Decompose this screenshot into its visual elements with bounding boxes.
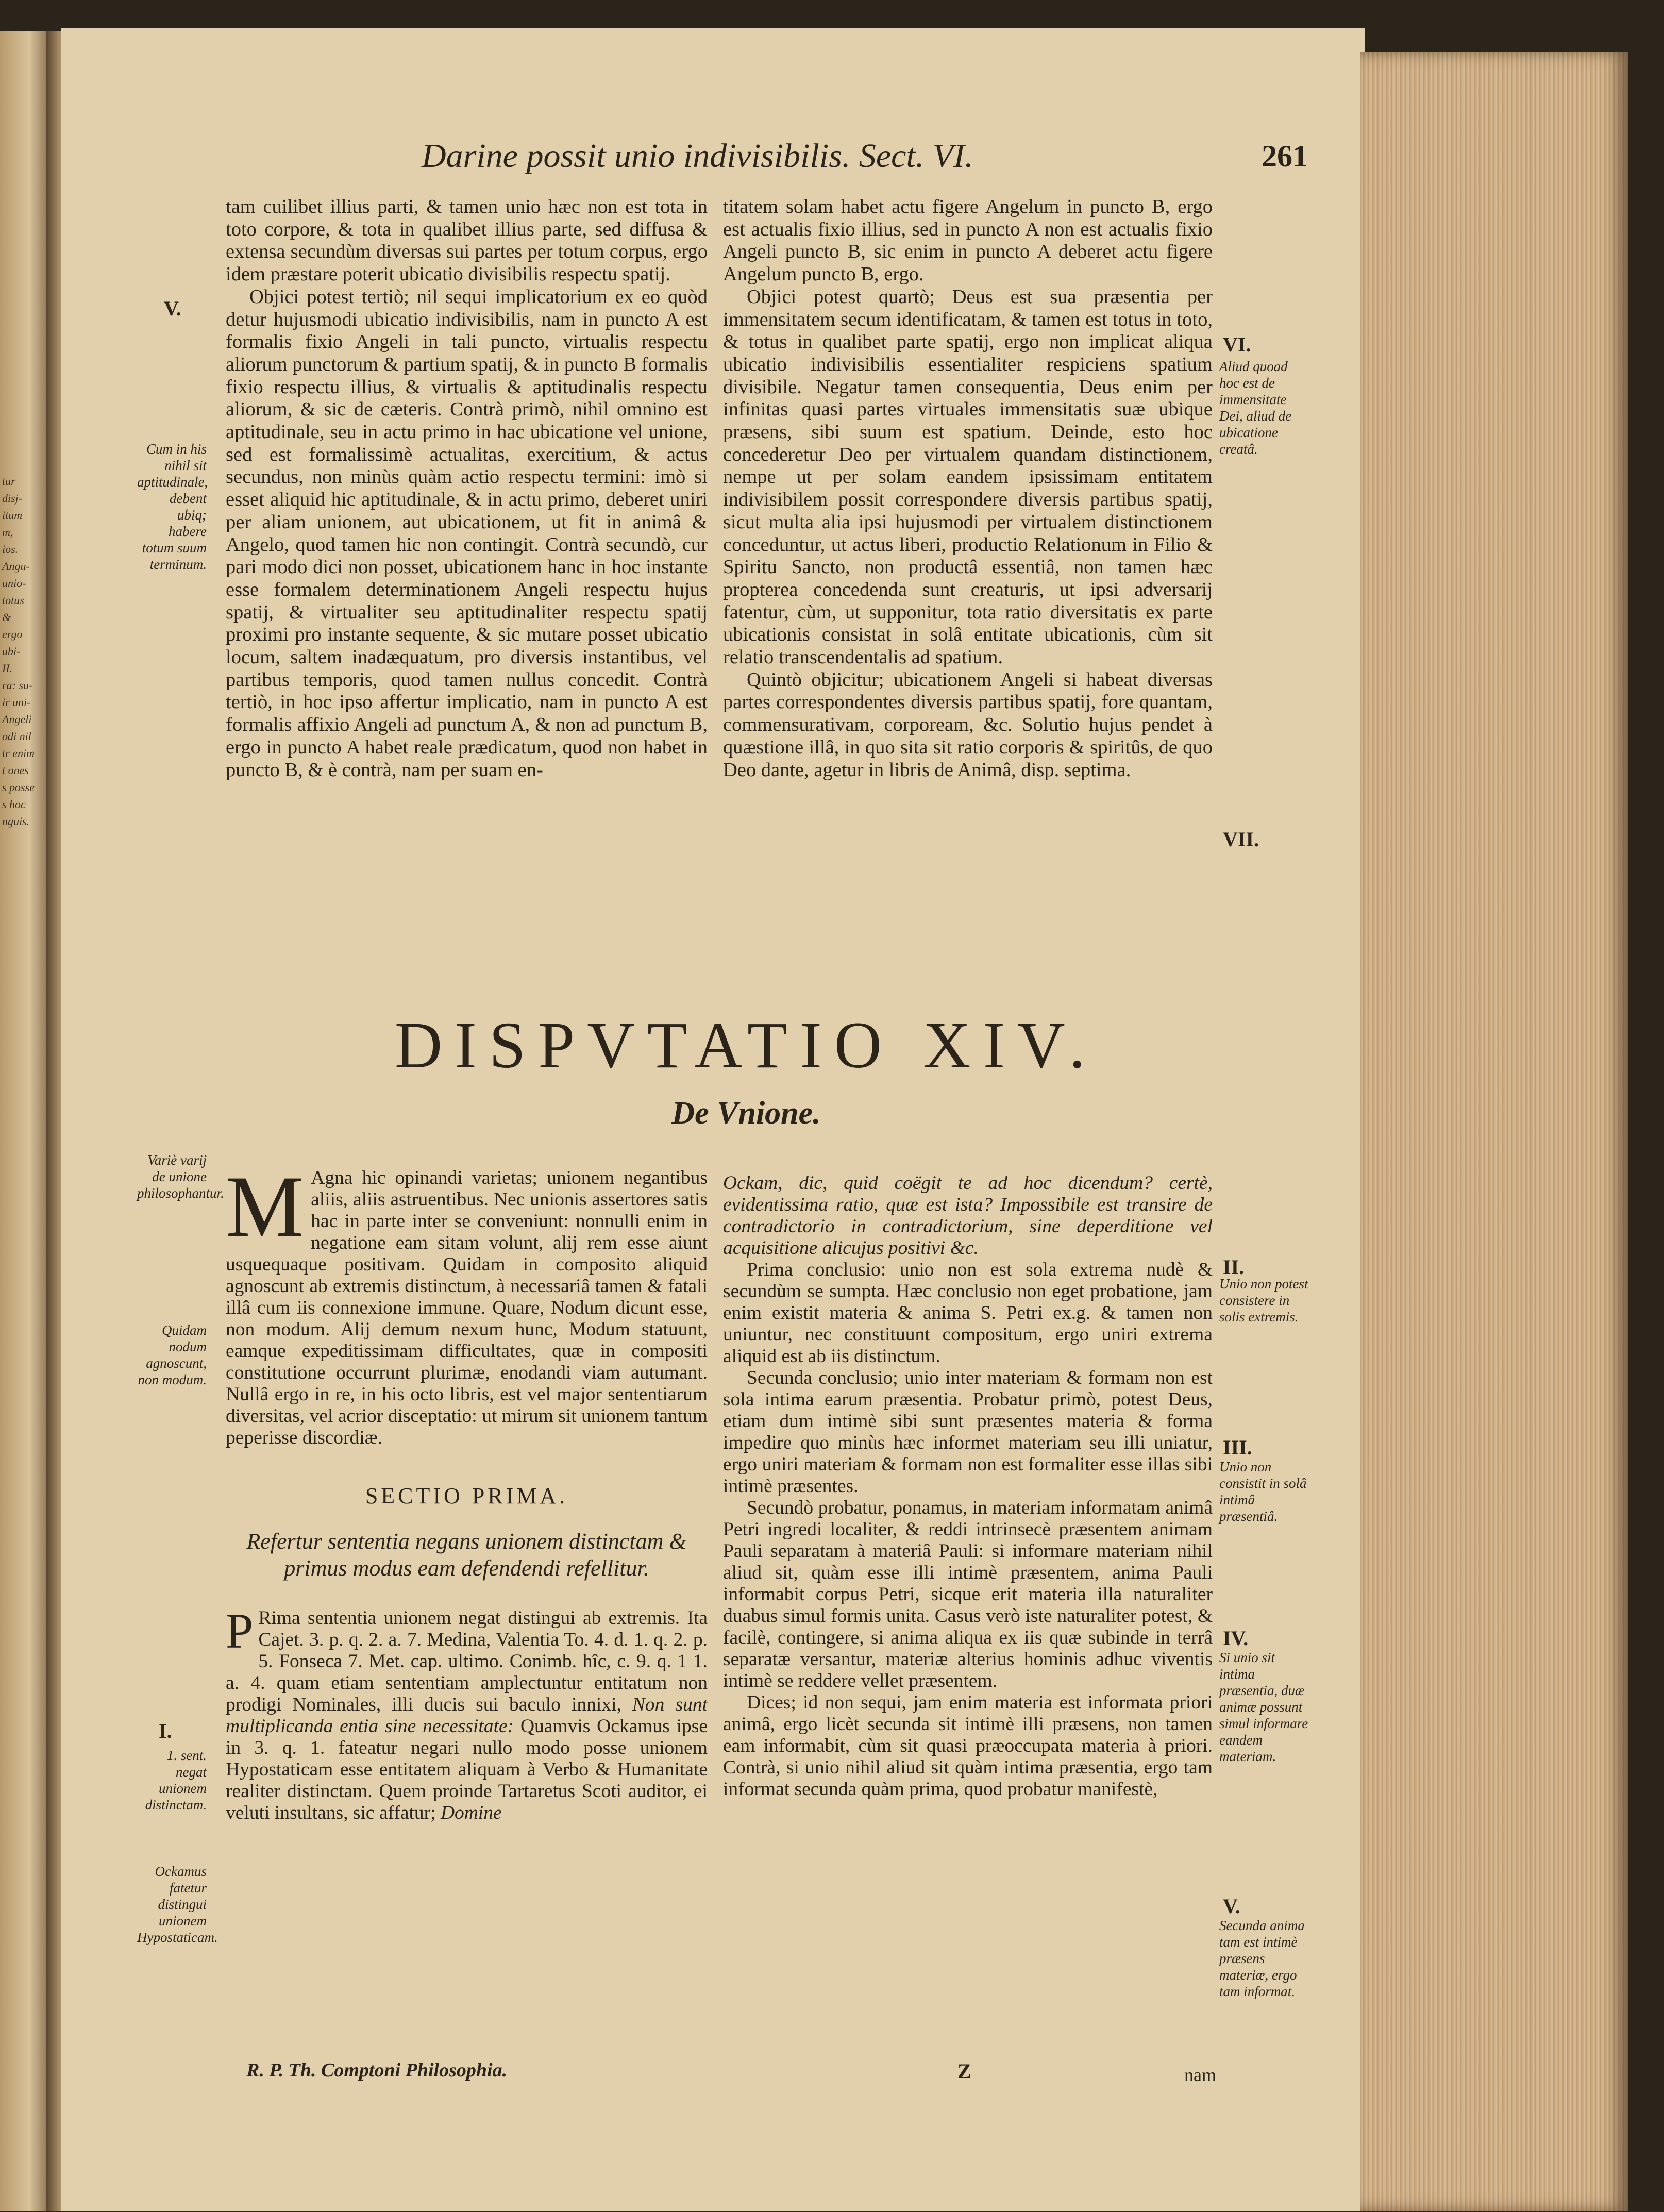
margin-number: VI. xyxy=(1223,333,1251,356)
facing-page-fragment: odi nil xyxy=(2,730,31,743)
margin-note: Secunda anima tam est intimè præsens materiæ, ergo tam informat. xyxy=(1219,1918,1305,1999)
margin-number: V. xyxy=(1223,1895,1240,1918)
text-block-edge xyxy=(1360,52,1628,2211)
margin-note: Unio non potest consistere in solis extremis. xyxy=(1219,1276,1308,1325)
facing-page-fragment: s posse xyxy=(2,781,35,794)
paragraph: Dices; id non sequi, jam enim materia est informata priori animâ, ergo licèt secunda sit intimè illi præsens, non tamen eam informabit, cùm sit quasi præoccupata materia à priori. Contrà, si unio nihil aliud sit quàm intima præsentia, ergo tam informat secunda quàm prima, quod probatur manifestè, xyxy=(723,1692,1213,1800)
facing-page-fragment: ergo xyxy=(2,628,23,641)
margin-note: Si unio sit intima præsentia, duæ animæ possunt simul informare eandem materiam. xyxy=(1219,1650,1308,1764)
book-gutter xyxy=(46,31,62,2211)
facing-page-fragment: Angeli xyxy=(2,713,32,726)
paragraph: Quintò objicitur; ubicationem Angeli si habeat diversas partes correspondentes diversis partibus spatij, fore quantam, commensurativam, corpoream, &c. Solutio hujus pendet à quæstione illâ, in quo sita sit ratio corporis & spiritûs, de quo Deo dante, agetur in libris de Animâ, disp. septima. xyxy=(723,668,1213,781)
drop-cap: M xyxy=(226,1158,304,1255)
facing-page-fragment: Angu- xyxy=(2,560,30,573)
paragraph: Secundò probatur, ponamus, in materiam informatam animâ Petri ingredi localiter, & reddi intrinsecè præsentem animam Pauli separatam à materiâ Pauli: si informare materiam nihil aliud sit, quàm esse illi intimè præsentem, anima Pauli informabit corpus Petri, sicque erit materia illa naturaliter duabus simul formis unita. Casus verò iste naturaliter potest, & facilè, contingere, si anima aliqua ex iis quæ subinde in terrâ separatæ versantur, materiæ alterius hominis adhuc viventis intimè se reddere vellet præsentem. xyxy=(723,1497,1213,1691)
facing-page-fragment: ubi- xyxy=(2,645,21,658)
margin-note: Variè varij de unione philosophantur. xyxy=(137,1152,224,1201)
top-right-column xyxy=(723,196,1213,781)
section-title: SECTIO PRIMA. xyxy=(365,1483,568,1509)
paragraph: Objici potest tertiò; nil sequi implicatorium ex eo quòd detur hujusmodi ubicatio indivisibilis, nam in puncto A est formalis fixio Angeli in tali puncto, virtualis respectu aliorum punctorum & partium spatij, & in puncto B formalis fixio respectu illius, & virtualis & aptitudinalis respectu aliorum, & sic de cæteris. Contrà primò, nihil omnino est aptitudinale, seu in actu primo in hac ubicatione vel unione, sed est formalissimè actualitas, exercitium, & actus secundus, non minùs quàm actio respectu termini: imò si esset aliquid hic aptitudinale, & in actu primo, deberet uniri per aliam unionem, aut ubicationem, ut fit in animâ & Angelo, quod tamen hic non contingit. Contrà secundò, cur pari modo dici non posset, ubicationem hanc in hoc instante esse formalem determinationem Angeli respectu hujus spatij, & virtualiter seu aptitudinaliter respectu spatij proximi pro instante sequente, & sic mutare posset ubicatio locum, saltem inadæquatum, pro diversis instantibus, vel partibus temporis, quod tamen nullus concedit. Contrà tertiò, in hoc ipso affertur implicatio, nam in puncto A est formalis affixio Angeli ad punctum A, & non ad punctum B, ergo in puncto A habet reale prædicatum, quod non habet in puncto B, & è contrà, nam per suam en- xyxy=(226,286,708,781)
facing-page-fragment: ios. xyxy=(2,543,19,556)
intro-paragraph xyxy=(226,1158,708,1449)
facing-page-fragment: II. xyxy=(2,662,13,675)
initial-letter: P xyxy=(226,1603,254,1658)
facing-page-margin-fragments xyxy=(2,474,47,831)
text-run-italic: Domine xyxy=(440,1802,502,1823)
facing-page-fragment: itum xyxy=(2,509,23,522)
top-left-column xyxy=(226,196,708,781)
facing-page-fragment: ra: su- xyxy=(2,679,33,692)
margin-number: III. xyxy=(1223,1436,1252,1459)
disputation-title: DISPVTATIO XIV. xyxy=(394,1009,1098,1082)
facing-page-edge xyxy=(0,31,49,2211)
section-subtitle: Refertur sententia negans unionem distinctam & primus modus eam defendendi refellitur. xyxy=(246,1528,687,1581)
margin-note: Quidam nodum agnoscunt, non modum. xyxy=(138,1322,207,1387)
signature-line: R. P. Th. Comptoni Philosophia. xyxy=(246,2059,508,2081)
intro-text: Agna hic opinandi varietas; unionem negantibus aliis, aliis astruentibus. Nec unionis assertores satis hac in parte inter se conveniunt: nonnulli enim in negatione eam sitam volunt, alij rem esse aiunt usquequaque positivam. Quidam in composito aliquid agnoscunt ab extremis distinctum, à necessariâ tamen & fatali illâ cum iis connexione immune. Quare, Nodum dicunt esse, non modum. Alij demum nexum hunc, Modum statuunt, eamque expeditissimam difficultates, quæ in compositi constitutione occurrunt plurimæ, enodandi viam autumant. Nullâ ergo in re, in his octo libris, est vel major sententiarum diversitas, vel acrior disceptatio: ut mirum sit unionem tantum peperisse discordiæ. xyxy=(226,1167,708,1448)
facing-page-fragment: & xyxy=(2,611,11,624)
bottom-left-column xyxy=(226,1158,708,1824)
margin-number: IV. xyxy=(1223,1627,1249,1650)
facing-page-fragment: disj- xyxy=(2,492,23,505)
page-number: 261 xyxy=(1262,139,1308,173)
facing-page-fragment: t ones xyxy=(2,764,29,777)
disputation-subtitle: De Vnione. xyxy=(671,1096,821,1131)
margin-number: V. xyxy=(164,297,181,320)
paragraph: titatem solam habet actu figere Angelum in puncto B, ergo est actualis fixio illius, sed in puncto A non est actualis fixio Angeli puncto B, sic enim in puncto A deberet actu figere Angelum puncto B, ergo. xyxy=(723,196,1213,286)
margin-note: Ockamus fatetur distingui unionem Hypostaticam. xyxy=(137,1864,218,1945)
margin-number: II. xyxy=(1223,1255,1245,1279)
paragraph xyxy=(226,1603,708,1824)
facing-page-fragment: ir uni- xyxy=(2,696,31,709)
text-run: Quamvis Ockamus ipse in 3. q. 1. fateatur negari nullo modo posse unionem Hypostaticam esse entitatem aliquam à Verbo & Humanitate realiter distinctam. Quem proinde Tartaretus Scoti auditor, ei veluti insultans, sic affatur; xyxy=(226,1715,708,1823)
running-head: Darine possit unio indivisibilis. Sect. VI. xyxy=(422,137,973,175)
signature-letter: Z xyxy=(957,2059,971,2083)
paragraph: Objici potest quartò; Deus est sua præsentia per immensitatem secum identificatam, & tamen est totus in toto, & totus in qualibet parte spatij, ergo non implicat aliqua ubicatio indivisibilis essentialiter respiciens spatium divisibile. Negatur tamen consequentia, Deus enim per infinitas quasi partes virtuales immensitatis suæ ubique præsens, sibi suum est spatium. Deinde, esto hoc concederetur Deo per virtualem quandam distinctionem, nempe ut per solam eandem ipsissimam entitatem indivisibilem possit correspondere diversis partibus spatij, sicut multa alia ipsi hujusmodi per virtualem distinctionem conceduntur, ut actus liberi, productio Relationum in Filio & Spiritu Sancto, non productâ essentiâ, non tamen hæc propterea concedenda sunt creaturis, ut ipsi adversarij fatentur, cùm, ut supponitur, tota ratio diversitatis ex parte ubicationis consistat in solâ entitate ubicationis, cùm sit relatio transcendentalis ad spatium. xyxy=(723,286,1213,668)
margin-note: Aliud quoad hoc est de immensitate Dei, aliud de ubicatione creatâ. xyxy=(1219,359,1292,457)
margin-note: Cum in his nihil sit aptitudinale, debent ubiq; habere totum suum terminum. xyxy=(137,441,208,572)
facing-page-fragment: s hoc xyxy=(2,798,26,811)
facing-page-fragment: tur xyxy=(2,475,15,488)
facing-page-fragment: unio- xyxy=(2,577,26,590)
facing-page-fragment: tr enim xyxy=(2,747,35,760)
paragraph: Secunda conclusio; unio inter materiam & formam non est sola intima earum præsentia. Probatur primò, potest Deus, etiam dum intimè sibi sunt præsentes materia & forma impedire quo minùs hæc informet materiam seu illi uniatur, ergo uniri materiam & formam non est formaliter esse illas sibi intimè præsentes. xyxy=(723,1367,1213,1497)
paragraph: Prima conclusio: unio non est sola extrema nudè & secundùm se sumpta. Hæc conclusio non eget probatione, jam enim existit materia & anima S. Petri ex.g. & tamen non uniuntur, nec constituunt compositum, ergo uniri extrema aliquid est ab iis distinctum. xyxy=(723,1259,1213,1367)
facing-page-fragment: m, xyxy=(2,526,13,539)
margin-note: 1. sent. negat unionem distinctam. xyxy=(145,1748,207,1813)
margin-note: Unio non consistit in solâ intimâ præsentiâ. xyxy=(1219,1459,1307,1524)
margin-number: VII. xyxy=(1223,828,1259,851)
book-page xyxy=(61,28,1365,2211)
paragraph: Ockam, dic, quid coëgit te ad hoc dicendum? certè, evidentissima ratio, quæ est ista? Impossibile est transire de contradictorio in contradictorium, sine deperditione vel acquisitione alicujus positivi &c. xyxy=(723,1172,1213,1259)
paragraph: tam cuilibet illius parti, & tamen unio hæc non est tota in toto corpore, & tota in qualibet illius parte, sed diffusa & extensa secundùm diversas sui partes per totum corpus, ergo idem præstare poterit ubicatio divisibilis respectu spatij. xyxy=(226,196,708,286)
catchword: nam xyxy=(1184,2065,1216,2085)
bottom-right-column xyxy=(723,1172,1213,1800)
margin-number: I. xyxy=(159,1719,172,1742)
facing-page-fragment: nguis. xyxy=(2,815,30,828)
text-run: Rima sententia unionem negat distingui ab extremis. Ita Cajet. 3. p. q. 2. a. 7. Medina, Valentia To. 4. d. 1. q. 2. p. 5. Fonseca 7. Met. cap. ultimo. Conimb. hîc, c. 9. q. 1 1. a. 4. quam etiam sententiam amplectuntur entitatum non prodigi Nominales, illi ducis sui baculo innixi, xyxy=(226,1607,708,1715)
page-header xyxy=(360,137,1308,188)
facing-page-fragment: totus xyxy=(2,594,24,607)
text-run-italic: Non sunt multiplicanda entia sine necessitate: xyxy=(226,1694,708,1737)
